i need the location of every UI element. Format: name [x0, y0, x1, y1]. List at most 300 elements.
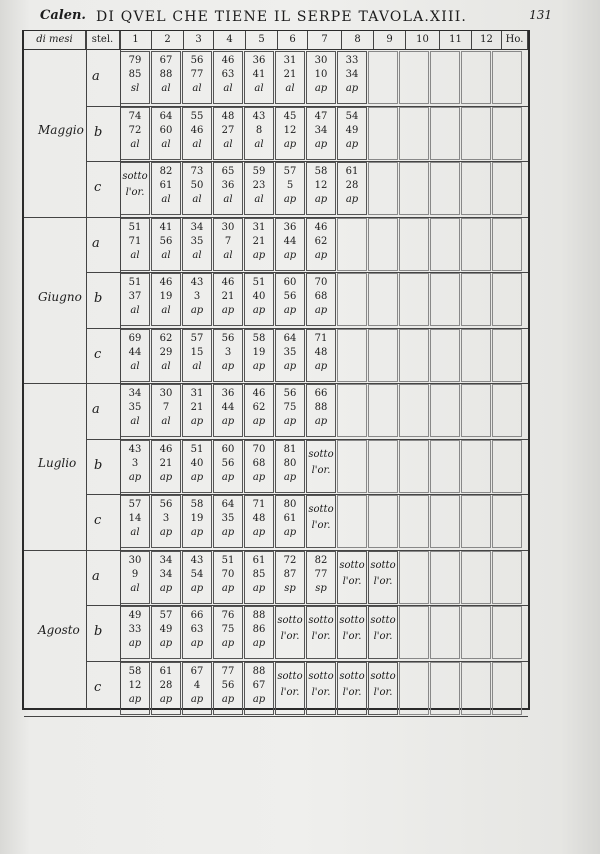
empty-cell [492, 662, 522, 715]
cell-value: 76 [221, 610, 235, 621]
cell-value: 12 [128, 679, 142, 691]
cell-direction: al [161, 360, 171, 372]
cell-direction: ap [159, 471, 173, 483]
cell-direction: al [130, 138, 140, 150]
cell-line: sotto [277, 670, 303, 682]
empty-cell [461, 495, 491, 548]
cell-direction: ap [252, 638, 266, 649]
table-cell [151, 551, 181, 604]
table-cell [213, 329, 243, 382]
cell-direction: ap [252, 471, 266, 483]
cell-value: 27 [221, 124, 235, 136]
cell-value: 56 [283, 388, 297, 399]
month-rule [24, 383, 86, 384]
cell-value: 63 [190, 624, 204, 635]
cell-direction: ap [221, 638, 235, 649]
table-cell [337, 551, 367, 604]
cell-line: sotto [370, 615, 396, 626]
table-cell [275, 551, 305, 604]
table-cell [213, 51, 243, 104]
cell-value: 46 [159, 443, 173, 455]
cell-value: 40 [252, 291, 266, 302]
cell-value: 57 [159, 610, 173, 621]
cell-line: l'or. [342, 686, 362, 698]
cell-direction: ap [159, 582, 173, 594]
cell-value: 48 [221, 110, 235, 122]
empty-cell [430, 384, 460, 437]
empty-cell [461, 384, 491, 437]
table-cell [182, 329, 212, 382]
table-cell [151, 51, 181, 104]
cell-value: 71 [314, 332, 328, 344]
cell-direction: ap [314, 249, 328, 261]
cell-value: 44 [128, 346, 142, 358]
cell-direction: al [192, 138, 202, 150]
table-cell [182, 606, 212, 659]
cell-value: 31 [283, 55, 297, 66]
cell-direction: ap [283, 305, 297, 316]
cell-value: 77 [221, 665, 235, 677]
table-cell [244, 162, 274, 215]
cell-line: l'or. [373, 631, 393, 642]
cell-value: 36 [252, 55, 266, 66]
cell-value: 49 [128, 610, 142, 621]
empty-cell [430, 662, 460, 715]
column-header-3: 3 [184, 31, 214, 49]
cell-value: 49 [345, 124, 359, 136]
cell-value: 85 [252, 568, 266, 580]
cell-value: 36 [221, 388, 235, 399]
cell-value: 62 [252, 402, 266, 413]
column-header-11: 11 [440, 31, 472, 49]
column-header-hours: Ho. [502, 31, 528, 49]
empty-cell [461, 551, 491, 604]
cell-direction: ap [190, 527, 204, 538]
cell-value: 56 [221, 457, 235, 469]
table-cell [120, 606, 150, 659]
table-cell [120, 495, 150, 548]
empty-cell [368, 218, 398, 271]
empty-cell [430, 440, 460, 493]
table-cell [151, 384, 181, 437]
empty-cell [337, 218, 367, 271]
empty-cell [430, 606, 460, 659]
cell-direction: al [285, 83, 295, 94]
cell-value: 75 [283, 402, 297, 413]
empty-cell [492, 495, 522, 548]
column-header-9: 9 [374, 31, 406, 49]
cell-value: 28 [159, 679, 173, 691]
cell-direction: ap [159, 693, 173, 705]
empty-cell [337, 495, 367, 548]
cell-direction: ap [221, 305, 235, 316]
cell-direction: ap [190, 582, 204, 594]
empty-cell [399, 107, 429, 160]
cell-value: 54 [345, 110, 359, 122]
table-cell [120, 162, 150, 215]
cell-direction: ap [128, 693, 142, 705]
page-title: DI QVEL CHE TIENE IL SERPE TAVOLA.XIII. [96, 9, 468, 25]
cell-line: l'or. [311, 631, 331, 642]
month-label-giugno: Giugno [38, 289, 82, 304]
cell-value: 82 [159, 166, 173, 177]
empty-cell [430, 273, 460, 326]
table-cell [120, 329, 150, 382]
empty-cell [337, 273, 367, 326]
column-header-10: 10 [406, 31, 440, 49]
row-letter: a [92, 235, 100, 251]
empty-cell [461, 440, 491, 493]
cell-value: 61 [159, 180, 173, 191]
table-cell [213, 551, 243, 604]
table-cell [306, 273, 336, 326]
table-cell [213, 606, 243, 659]
cell-value: 74 [128, 110, 142, 122]
cell-value: 80 [283, 457, 297, 469]
table-cell [275, 51, 305, 104]
cell-direction: ap [159, 527, 173, 538]
column-header-12: 12 [472, 31, 502, 49]
cell-value: 12 [283, 124, 297, 136]
cell-value: 67 [190, 665, 204, 677]
table-cell [244, 440, 274, 493]
cell-value: 61 [252, 554, 266, 566]
cell-direction: al [192, 194, 202, 205]
cell-value: 21 [190, 402, 204, 413]
empty-cell [461, 107, 491, 160]
table-cell [151, 606, 181, 659]
cell-value: 62 [159, 332, 173, 344]
cell-value: 36 [283, 221, 297, 233]
cell-value: 5 [286, 180, 294, 191]
cell-value: 55 [190, 110, 204, 122]
table-cell [213, 107, 243, 160]
cell-direction: ap [252, 582, 266, 594]
table-cell [182, 218, 212, 271]
month-column-rule [86, 31, 87, 709]
cell-direction: ap [283, 416, 297, 427]
table-cell [151, 218, 181, 271]
cell-value: 43 [190, 554, 204, 566]
cell-direction: al [192, 83, 202, 94]
cell-direction: ap [345, 138, 359, 150]
cell-value: 21 [159, 457, 173, 469]
empty-cell [399, 384, 429, 437]
empty-cell [461, 662, 491, 715]
empty-cell [399, 440, 429, 493]
cell-value: 15 [190, 346, 204, 358]
row-letter: c [94, 346, 102, 362]
cell-line: l'or. [125, 187, 145, 198]
table-cell [213, 440, 243, 493]
cell-direction: ap [221, 471, 235, 483]
empty-cell [399, 495, 429, 548]
cell-line: l'or. [311, 464, 331, 476]
table-cell [120, 440, 150, 493]
row-letter: b [94, 291, 103, 306]
cell-value: 46 [190, 124, 204, 136]
cell-direction: al [161, 138, 171, 150]
empty-cell [461, 606, 491, 659]
page-header [40, 6, 552, 30]
cell-value: 43 [128, 443, 142, 455]
cell-value: 34 [159, 554, 173, 566]
cell-value: 44 [283, 235, 297, 247]
empty-cell [368, 273, 398, 326]
cell-direction: ap [252, 416, 266, 427]
header-calendar-label: Calen. [40, 8, 86, 23]
table-cell [182, 273, 212, 326]
table-cell [213, 273, 243, 326]
empty-cell [430, 162, 460, 215]
table-cell [337, 107, 367, 160]
table-cell [182, 51, 212, 104]
ephemeris-table [22, 30, 530, 710]
table-cell [275, 606, 305, 659]
cell-value: 7 [224, 235, 232, 247]
empty-cell [368, 440, 398, 493]
cell-direction: ap [314, 83, 328, 94]
month-rule [24, 716, 86, 717]
table-cell [120, 107, 150, 160]
cell-direction: ap [283, 527, 297, 538]
table-cell [151, 273, 181, 326]
cell-direction: al [130, 249, 140, 261]
cell-value: 21 [221, 291, 235, 302]
cell-value: 48 [252, 513, 266, 524]
cell-line: l'or. [311, 686, 331, 698]
cell-direction: ap [283, 249, 297, 261]
cell-line: sotto [370, 559, 396, 571]
cell-direction: ap [314, 305, 328, 316]
cell-value: 29 [159, 346, 173, 358]
table-cell [244, 662, 274, 715]
empty-cell [399, 51, 429, 104]
cell-direction: ap [283, 138, 297, 150]
cell-direction: ap [252, 693, 266, 705]
cell-value: 67 [159, 55, 173, 66]
cell-direction: ap [190, 305, 204, 316]
column-header-2: 2 [152, 31, 184, 49]
row-letter: a [92, 568, 100, 584]
cell-direction: al [130, 416, 140, 427]
cell-direction: ap [345, 194, 359, 205]
cell-direction: ap [221, 582, 235, 594]
cell-value: 36 [221, 180, 235, 191]
table-cell [306, 218, 336, 271]
table-cell [306, 329, 336, 382]
empty-cell [492, 606, 522, 659]
cell-direction: ap [283, 471, 297, 483]
cell-line: sotto [277, 615, 303, 626]
cell-value: 64 [283, 332, 297, 344]
row-letter: a [92, 69, 100, 84]
cell-value: 56 [221, 332, 235, 344]
cell-direction: ap [128, 471, 142, 483]
month-label-luglio: Luglio [38, 456, 77, 471]
cell-value: 56 [159, 499, 173, 510]
cell-direction: sp [315, 582, 327, 594]
table-cell [275, 440, 305, 493]
table-cell [306, 662, 336, 715]
cell-line: l'or. [311, 520, 331, 531]
cell-value: 57 [128, 499, 142, 510]
cell-value: 8 [255, 124, 263, 136]
empty-cell [461, 51, 491, 104]
cell-direction: ap [314, 194, 328, 205]
month-label-maggio: Maggio [38, 123, 84, 138]
cell-value: 34 [314, 124, 328, 136]
cell-value: 77 [190, 69, 204, 80]
cell-value: 19 [159, 291, 173, 302]
cell-value: 12 [314, 180, 328, 191]
table-cell [151, 329, 181, 382]
cell-value: 7 [162, 402, 170, 413]
table-cell [182, 495, 212, 548]
cell-direction: al [161, 305, 171, 316]
table-cell [337, 51, 367, 104]
cell-value: 63 [221, 69, 235, 80]
cell-line: l'or. [280, 631, 300, 642]
cell-value: 71 [252, 499, 266, 510]
cell-value: 79 [128, 55, 142, 66]
cell-value: 33 [128, 624, 142, 635]
cell-direction: sp [284, 582, 296, 594]
cell-direction: al [223, 138, 233, 150]
table-cell [306, 162, 336, 215]
cell-value: 4 [193, 679, 201, 691]
cell-value: 61 [283, 513, 297, 524]
cell-value: 47 [314, 110, 328, 122]
cell-value: 58 [190, 499, 204, 510]
row-rule [86, 716, 528, 717]
cell-direction: ap [221, 527, 235, 538]
empty-cell [368, 384, 398, 437]
cell-value: 46 [159, 277, 173, 288]
row-letter: b [94, 624, 103, 639]
cell-value: 41 [159, 221, 173, 233]
cell-value: 3 [131, 457, 139, 469]
empty-cell [461, 218, 491, 271]
empty-cell [461, 273, 491, 326]
cell-direction: al [254, 83, 264, 94]
cell-value: 30 [128, 554, 142, 566]
cell-direction: al [161, 83, 171, 94]
cell-value: 56 [221, 679, 235, 691]
table-cell [213, 218, 243, 271]
cell-direction: ap [283, 360, 297, 372]
cell-value: 56 [190, 55, 204, 66]
cell-value: 30 [314, 55, 328, 66]
empty-cell [368, 107, 398, 160]
row-letter: c [94, 513, 102, 528]
cell-value: 70 [314, 277, 328, 288]
empty-cell [368, 495, 398, 548]
cell-value: 60 [283, 277, 297, 288]
cell-value: 60 [221, 443, 235, 455]
cell-value: 54 [190, 568, 204, 580]
cell-value: 31 [252, 221, 266, 233]
table-cell [275, 107, 305, 160]
cell-value: 34 [159, 568, 173, 580]
cell-value: 35 [128, 402, 142, 413]
cell-direction: ap [128, 638, 142, 649]
cell-value: 61 [345, 166, 359, 177]
cell-value: 3 [193, 291, 201, 302]
cell-line: sotto [339, 559, 365, 571]
row-letter: c [94, 180, 102, 195]
cell-value: 46 [252, 388, 266, 399]
table-cell [151, 162, 181, 215]
cell-value: 57 [283, 166, 297, 177]
cell-value: 88 [252, 610, 266, 621]
cell-line: l'or. [342, 575, 362, 587]
empty-cell [492, 51, 522, 104]
cell-value: 43 [190, 277, 204, 288]
cell-value: 62 [314, 235, 328, 247]
table-cell [151, 107, 181, 160]
table-cell [151, 440, 181, 493]
cell-direction: al [192, 360, 202, 372]
cell-line: sotto [308, 504, 334, 515]
month-label-agosto: Agosto [38, 622, 80, 637]
cell-value: 51 [190, 443, 204, 455]
empty-cell [461, 162, 491, 215]
header-rule [24, 49, 528, 50]
cell-value: 72 [128, 124, 142, 136]
column-header-7: 7 [308, 31, 342, 49]
cell-line: sotto [308, 615, 334, 626]
cell-value: 71 [128, 235, 142, 247]
cell-value: 31 [190, 388, 204, 399]
empty-cell [492, 384, 522, 437]
cell-value: 70 [252, 443, 266, 455]
row-letter: b [94, 124, 103, 140]
cell-value: 58 [128, 665, 142, 677]
cell-value: 49 [159, 624, 173, 635]
cell-value: 40 [190, 457, 204, 469]
column-header-months: di mesi [24, 31, 86, 49]
table-cell [244, 384, 274, 437]
row-letter: b [94, 457, 103, 473]
empty-cell [492, 273, 522, 326]
cell-value: 14 [128, 513, 142, 524]
cell-direction: ap [221, 416, 235, 427]
cell-direction: al [254, 194, 264, 205]
cell-value: 81 [283, 443, 297, 455]
empty-cell [399, 329, 429, 382]
cell-direction: al [161, 249, 171, 261]
cell-value: 45 [283, 110, 297, 122]
cell-value: 51 [221, 554, 235, 566]
empty-cell [399, 162, 429, 215]
cell-value: 34 [190, 221, 204, 233]
cell-value: 77 [314, 568, 328, 580]
empty-cell [337, 440, 367, 493]
table-cell [337, 662, 367, 715]
cell-value: 21 [283, 69, 297, 80]
empty-cell [492, 107, 522, 160]
cell-value: 46 [221, 277, 235, 288]
cell-value: 75 [221, 624, 235, 635]
cell-value: 44 [221, 402, 235, 413]
cell-value: 58 [314, 166, 328, 177]
cell-value: 37 [128, 291, 142, 302]
cell-value: 30 [221, 221, 235, 233]
cell-value: 70 [221, 568, 235, 580]
empty-cell [399, 218, 429, 271]
cell-value: 30 [159, 388, 173, 399]
